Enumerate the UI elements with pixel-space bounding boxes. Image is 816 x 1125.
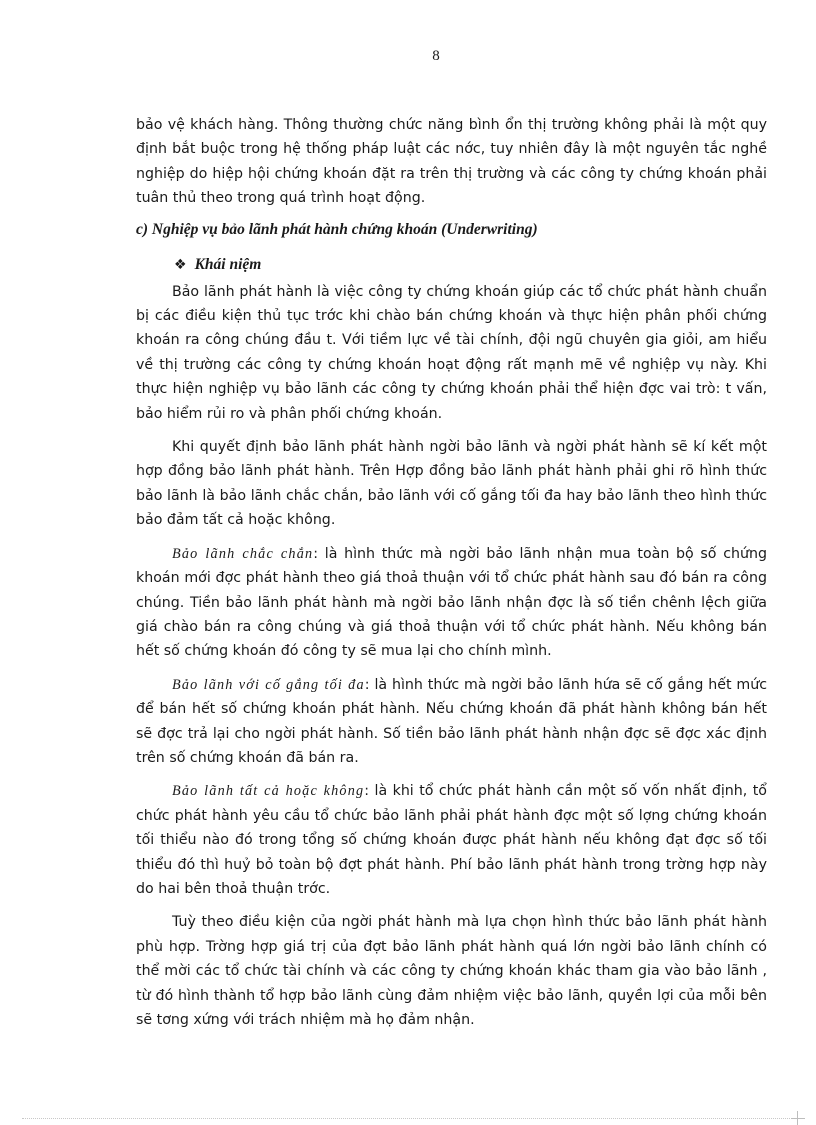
concept-label: Khái niệm bbox=[194, 255, 262, 273]
paragraph-firm-commitment bbox=[136, 542, 767, 664]
page-footer-divider bbox=[22, 1118, 804, 1119]
text-firm-commitment: : là hình thức mà ngời bảo lãnh nhận mua toàn bộ số chứng khoán mới đợc phát hành theo giá thoả thuận với tổ chức phát hành sau đó bán ra công chúng. Tiền bảo lãnh phát hành mà ngời bảo lãnh nhận đợc là số tiền chênh lệch giữa giá chào bán ra công chúng và giá thoả thuận với tổ chức phát hành. Nếu không bán hết số chứng khoán đó công ty sẽ mua lại cho chính mình. bbox=[136, 545, 767, 660]
paragraph-contract: Khi quyết định bảo lãnh phát hành ngời bảo lãnh và ngời phát hành sẽ kí kết một hợp đồng bảo lãnh phát hành. Trên Hợp đồng bảo lãnh phát hành phải ghi rõ hình thức bảo lãnh là bảo lãnh chắc chắn, bảo lãnh với cố gắng tối đa hay bảo lãnh theo hình thức bảo đảm tất cả hoặc không. bbox=[136, 439, 767, 529]
page-number: 8 bbox=[432, 48, 440, 64]
paragraph-all-or-none bbox=[136, 779, 767, 901]
term-all-or-none: Bảo lãnh tất cả hoặc không bbox=[172, 783, 365, 800]
paragraph-definition: Bảo lãnh phát hành là việc công ty chứng khoán giúp các tổ chức phát hành chuẩn bị các điều kiện thủ tục trớc khi chào bán chứng khoán và thực hiện phân phối chứng khoán ra công chúng đầu t. Với tiềm lực về tài chính, đội ngũ chuyên gia giỏi, am hiểu về thị trường các công ty chứng khoán hoạt động rất mạnh mẽ về nghiệp vụ này. Khi thực hiện nghiệp vụ bảo lãnh các công ty chứng khoán phải thể hiện đợc vai trò: t vấn, bảo hiểm rủi ro và phân phối chứng khoán. bbox=[136, 283, 767, 422]
section-heading: c) Nghiệp vụ bảo lãnh phát hành chứng khoán (Underwriting) bbox=[136, 220, 538, 238]
text-all-or-none: : là khi tổ chức phát hành cần một số vốn nhất định, tổ chức phát hành yêu cầu tổ chức bảo lãnh phải phát hành đợc một số lợng chứng khoán tối thiểu nào đó trong tổng số chứng khoán được phát hành nếu không đạt đợc số tối thiểu đó thì huỷ bỏ toàn bộ đợt phát hành. Phí bảo lãnh phát hành trong trờng hợp này do hai bên thoả thuận trớc. bbox=[136, 783, 767, 897]
paragraph-intro: bảo vệ khách hàng. Thông thường chức năng bình ổn thị trường không phải là một quy định bắt buộc trong hệ thống pháp luật các nớc, tuy nhiên đây là một nguyên tắc nghề nghiệp do hiệp hội chứng khoán đặt ra trên thị trường và các công ty chứng khoán phải tuân thủ theo trong quá trình hoạt động. bbox=[136, 117, 767, 207]
term-firm-commitment: Bảo lãnh chắc chắn bbox=[172, 545, 314, 562]
text-best-efforts: : là hình thức mà ngời bảo lãnh hứa sẽ cố gắng hết mức để bán hết số chứng khoán phát hành. Nếu chứng khoán đã phát hành không bán hết sẽ đợc trả lại cho ngời phát hành. Số tiền bảo lãnh phát hành nhận đợc sẽ đợc xác định trên số chứng khoán đã bán ra. bbox=[136, 676, 768, 766]
term-best-efforts: Bảo lãnh với cố gắng tối đa bbox=[172, 676, 365, 693]
concept-heading bbox=[174, 252, 767, 278]
paragraph-closing: Tuỳ theo điều kiện của ngời phát hành mà lựa chọn hình thức bảo lãnh phát hành phù hợp. Trờng hợp giá trị của đợt bảo lãnh phát hành quá lớn ngời bảo lãnh chính có thể mời các tổ chức tài chính và các công ty chứng khoán khác tham gia vào bảo lãnh , từ đó hình thành tổ hợp bảo lãnh cùng đảm nhiệm việc bảo lãnh, quyền lợi của mỗi bên sẽ tơng xứng với trách nhiệm mà họ đảm nhận. bbox=[136, 914, 767, 1028]
diamond-bullet-icon: ❖ bbox=[174, 256, 187, 273]
document-body bbox=[136, 113, 767, 1032]
paragraph-best-efforts bbox=[136, 673, 767, 771]
